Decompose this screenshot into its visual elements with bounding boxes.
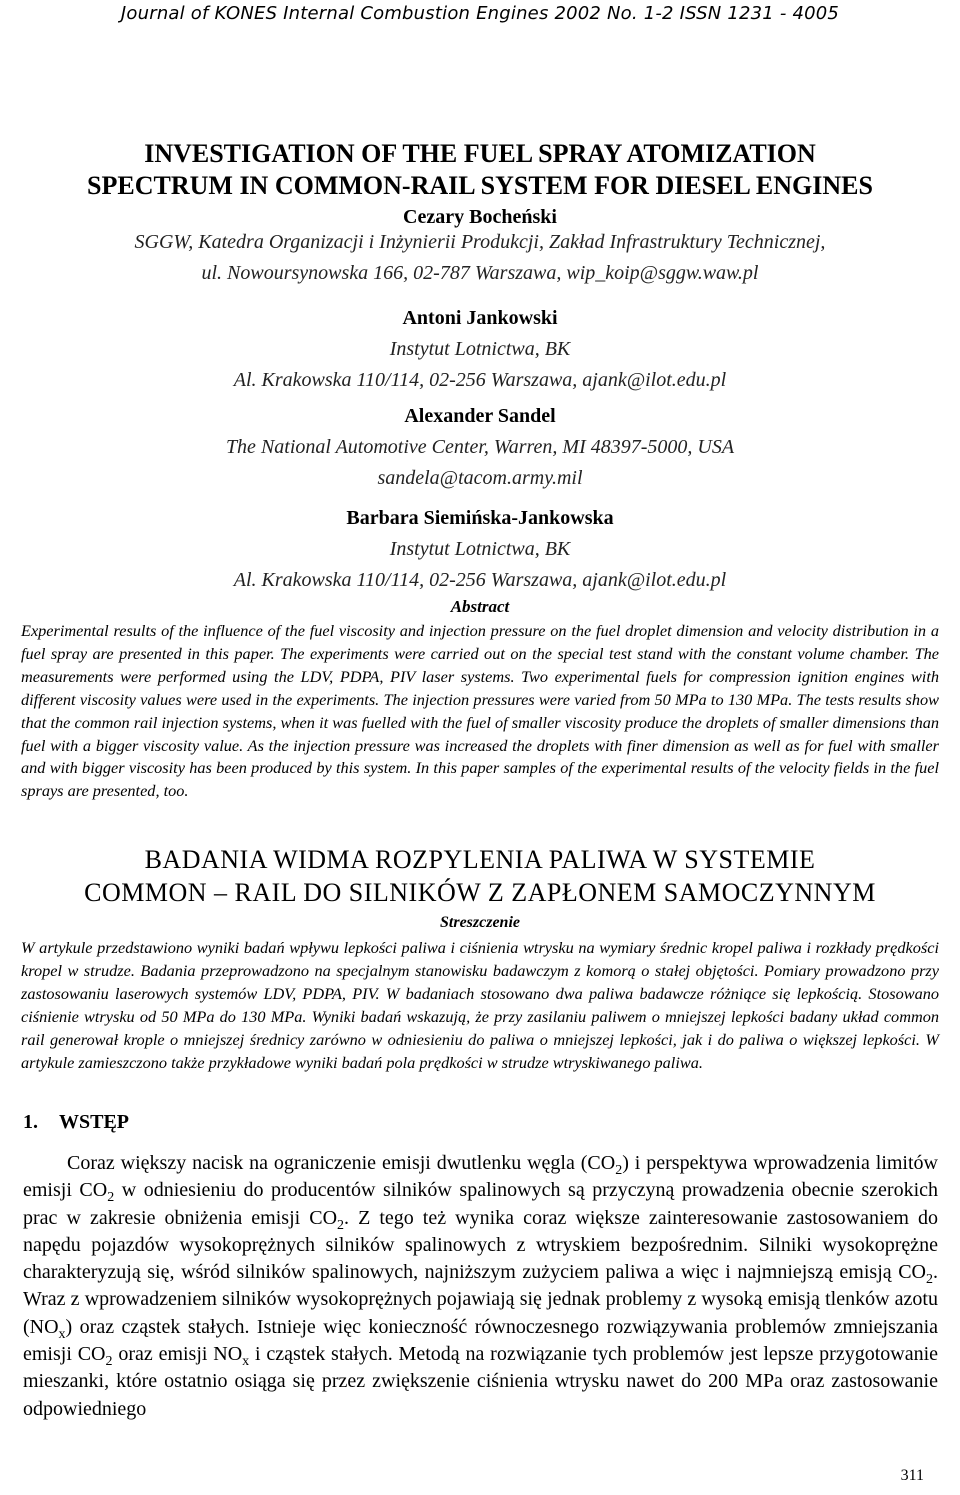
subscript: x xyxy=(242,1354,250,1370)
paper-title-en xyxy=(20,138,940,232)
author-name: Antoni Jankowski xyxy=(402,307,558,329)
streszczenie-text: W artykule przedstawiono wyniki badań wpływu lepkości paliwa i ciśnienia wtrysku na wymiary średnic kropel paliwa i rozkłady prędkości kropel w strudze. Badania przeprowadzono na specjalnym stanowisku badawczym z komorą o stałej objętości. Pomiary prowadzono przy zastosowaniu laserowych systemów LDV, PDPA, PIV. W badaniach stosowano dwa paliwa badawcze różniące się lepkością. Stosowano ciśnienie wtrysku od 50 MPa do 130 MPa. Wyniki badań wskazują, że przy zasilaniu paliwem o mniejszej lepkości badany układ common rail generował krople o mniejszej średnicy zarówno w odniesieniu do paliwa o mniejszej lepkości, jak i do paliwa o większej lepkości. W artykule zamieszczono także przykładowe wyniki badań pola prędkości w strudze wtryskiwanego paliwa. xyxy=(21,938,939,1072)
section-title: WSTĘP xyxy=(59,1111,130,1133)
author-name: Alexander Sandel xyxy=(404,405,556,427)
author-affiliation-line: Instytut Lotnictwa, BK xyxy=(389,338,571,360)
title-pl-line-1: BADANIA WIDMA ROZPYLENIA PALIWA W SYSTEMIE xyxy=(144,845,816,874)
intro-text-segment: . Wraz z wprowadzeniem silników wysokoprężnych pojawiają się jednak problemy z wysoką emisją tlenków azotu (NO xyxy=(23,1261,938,1338)
author-block xyxy=(0,503,960,596)
subscript: 2 xyxy=(105,1354,113,1370)
author-affiliation-line: The National Automotive Center, Warren, MI 48397-5000, USA xyxy=(225,436,735,458)
subscript: x xyxy=(58,1326,66,1342)
intro-text-segment: ) i perspektywa wprowadzenia limitów emisji CO xyxy=(23,1152,938,1202)
running-head: Journal of KONES Internal Combustion Engines 2002 No. 1-2 ISSN 1231 - 4005 xyxy=(120,3,840,24)
author-affiliation-line: ul. Nowoursynowska 166, 02-787 Warszawa, wip_koip@sggw.waw.pl xyxy=(201,262,759,284)
subscript: 2 xyxy=(926,1272,933,1288)
intro-text-segment: ) oraz cząstek stałych. Istnieje więc konieczność równoczesnego rozwiązywania problemów zmniejszania emisji CO xyxy=(23,1315,938,1366)
section-heading xyxy=(23,1111,129,1134)
author-affiliation-line: Al. Krakowska 110/114, 02-256 Warszawa, ajank@ilot.edu.pl xyxy=(233,569,727,591)
paper-title-pl xyxy=(20,843,940,909)
page-number: 311 xyxy=(900,1467,924,1484)
title-en-line-2: SPECTRUM IN COMMON-RAIL SYSTEM FOR DIESEL ENGINES xyxy=(87,171,873,200)
title-en-line-1: INVESTIGATION OF THE FUEL SPRAY ATOMIZATION xyxy=(144,139,816,168)
author-block xyxy=(0,401,960,494)
intro-text-segment: i cząstek stałych. Metodą na rozwiązanie tych problemów jest lepsze przygotowanie mieszanki, które ostatnio osiąga się przez zwiększenie ciśnienia wtrysku nawet do 200 MPa oraz zastosowanie odpowiedniego xyxy=(23,1343,939,1420)
subscript: 2 xyxy=(337,1217,345,1233)
author-affiliation-line: Al. Krakowska 110/114, 02-256 Warszawa, ajank@ilot.edu.pl xyxy=(233,369,727,391)
intro-text-segment: Coraz większy nacisk na ograniczenie emisji dwutlenku węgla (CO xyxy=(67,1152,616,1174)
abstract-heading: Abstract xyxy=(450,597,510,616)
streszczenie-heading: Streszczenie xyxy=(440,914,520,931)
intro-paragraph xyxy=(23,1150,938,1423)
author-block xyxy=(0,303,960,396)
intro-text-segment: oraz emisji NO xyxy=(112,1343,243,1366)
author-affiliation-line: sandela@tacom.army.mil xyxy=(377,467,583,489)
author-name: Barbara Siemińska-Jankowska xyxy=(346,507,614,529)
author-affiliation-line: SGGW, Katedra Organizacji i Inżynierii Produkcji, Zakład Infrastruktury Technicznej, xyxy=(134,231,826,253)
author-block xyxy=(0,227,960,289)
section-number: 1. xyxy=(23,1111,38,1133)
subscript: 2 xyxy=(615,1163,623,1178)
author-affiliation-line: Instytut Lotnictwa, BK xyxy=(389,538,571,560)
intro-text-segment: . Z tego też wynika coraz większe zainteresowanie zastosowaniem do napędu pojazdów wysokoprężnych silników spalinowych z wtryskiem bezpośrednim. Silniki wysokoprężne charakteryzują się, wśród silników spalinowych, najniższym zużyciem paliwa a więc i najmniejszą emisją CO xyxy=(23,1206,938,1284)
author-name: Cezary Bocheński xyxy=(403,206,557,228)
title-pl-line-2: COMMON – RAIL DO SILNIKÓW Z ZAPŁONEM SAMOCZYNNYM xyxy=(84,878,876,907)
subscript: 2 xyxy=(107,1190,115,1206)
abstract-text: Experimental results of the influence of the fuel viscosity and injection pressure on the fuel droplet dimension and velocity distribution in a fuel spray are presented in this paper. The experiments were carried out on the special test stand with the constant volume chamber. The measurements were performed using the LDV, PDPA, PIV laser systems. Two experimental fuels for compression ignition engines with different viscosity values were used in the experiments. The injection pressures were varied from 50 MPa to 130 MPa. The tests results show that the common rail injection systems, when it was fuelled with the fuel of smaller viscosity produce the droplets of smaller dimensions than fuel with a bigger viscosity value. As the injection pressure was increased the droplets with finer dimension as well as for fuel with smaller and with bigger viscosity has been produced by this system. In this paper samples of the experimental results of the velocity fields in the fuel sprays are presented, too. xyxy=(21,621,939,801)
intro-text-segment: w odniesieniu do producentów silników spalinowych są przyczyną prowadzenia obecnie szerokich prac w zakresie obniżenia emisji CO xyxy=(23,1179,939,1229)
